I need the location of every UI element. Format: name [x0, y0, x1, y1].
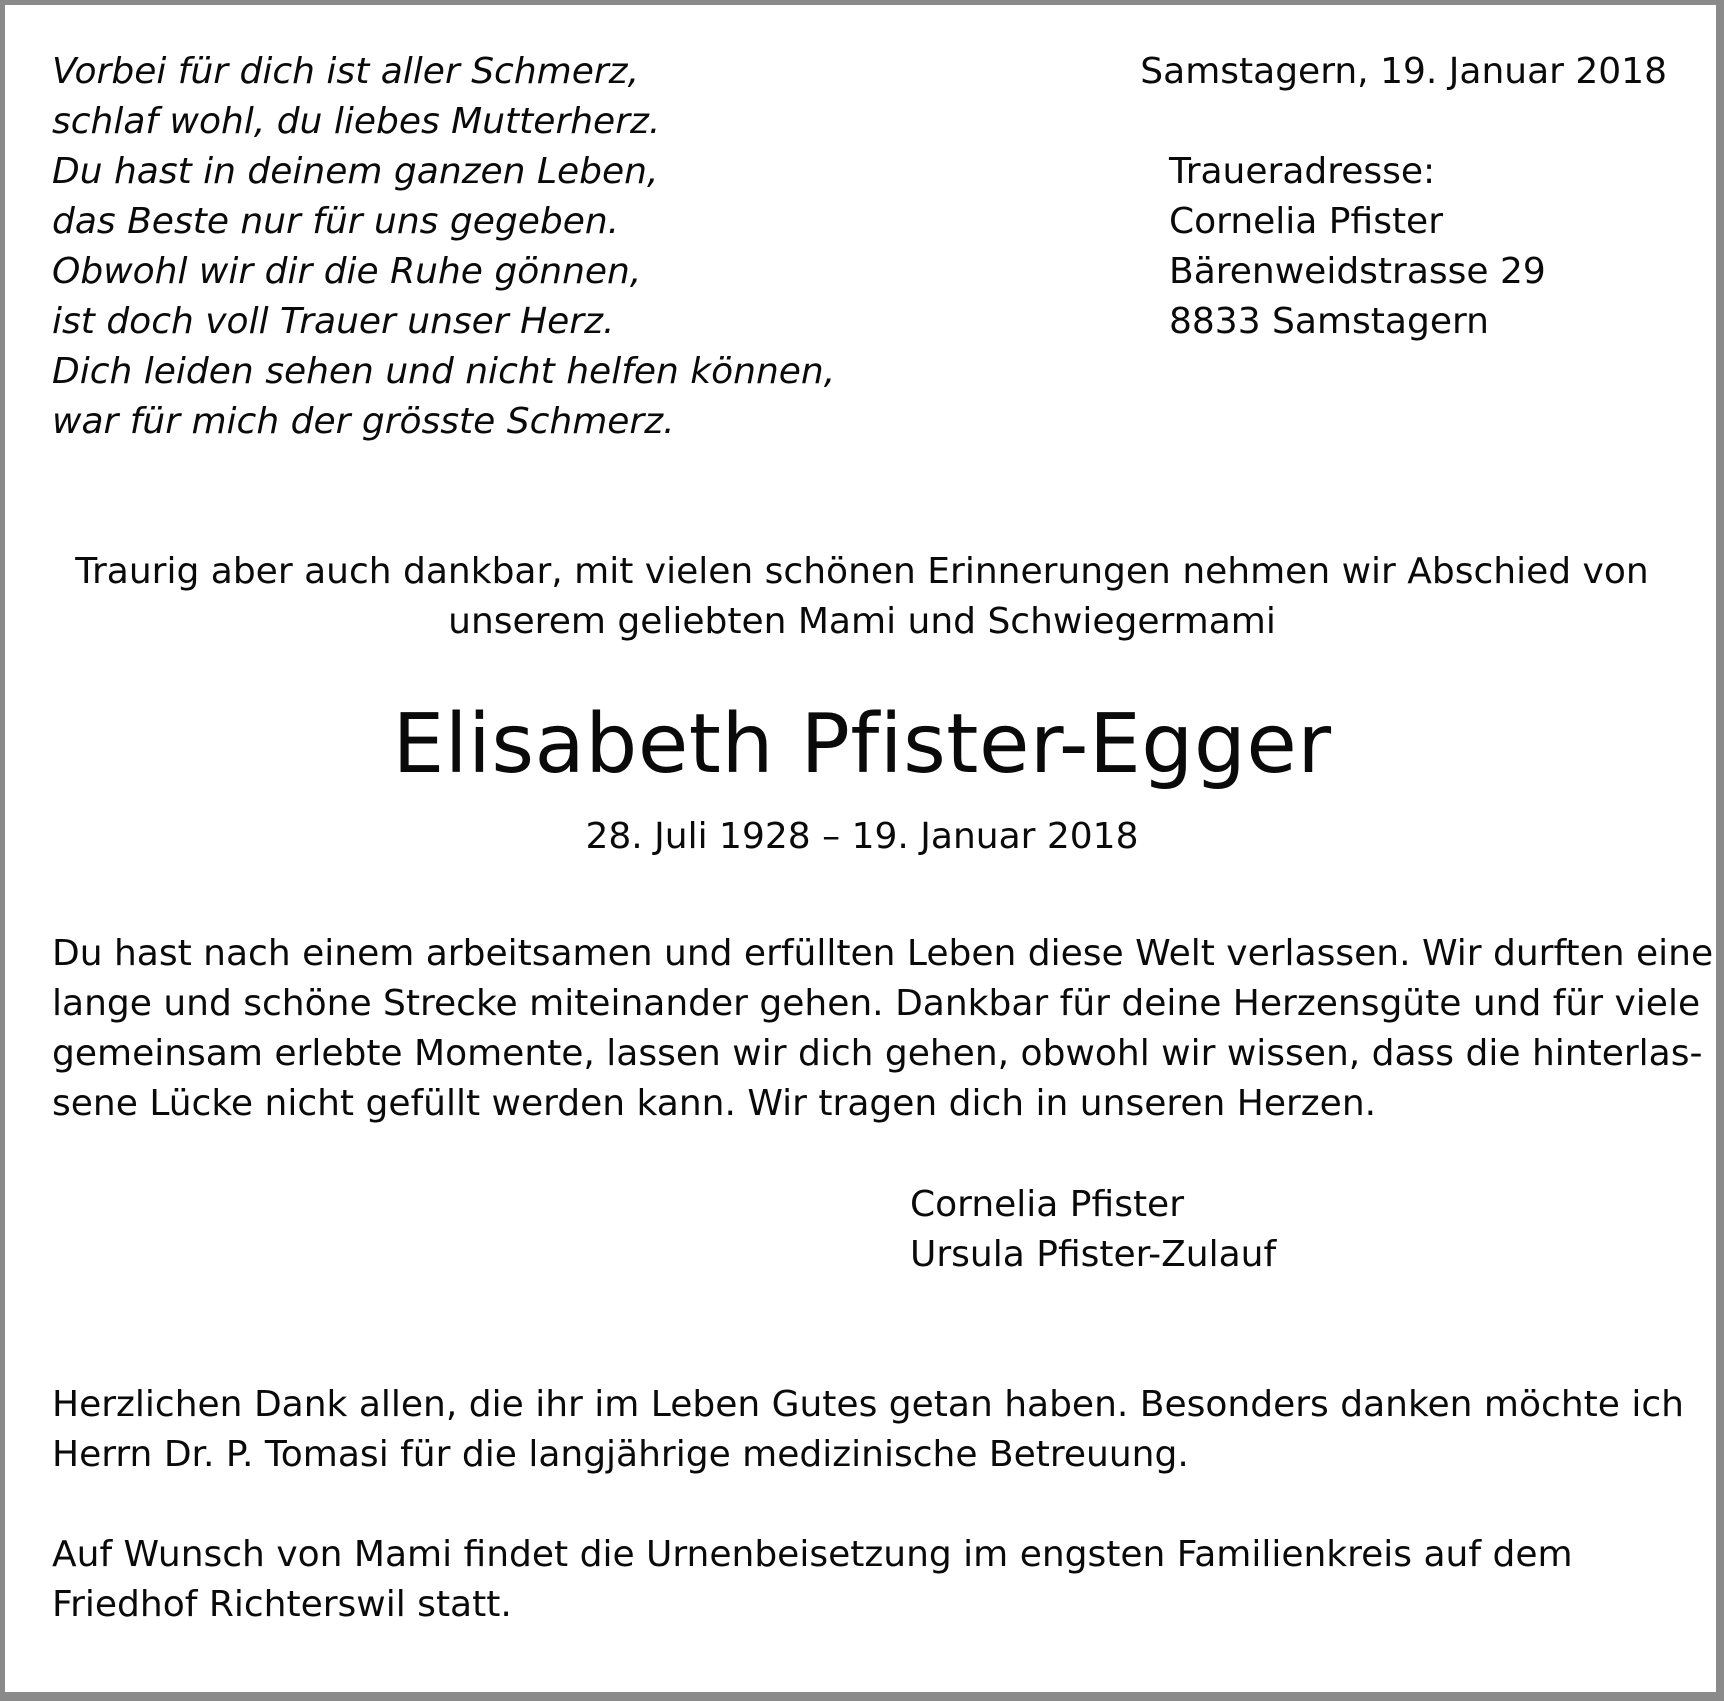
poem-line: das Beste nur für uns gegeben.	[52, 201, 620, 242]
intro-line: Traurig aber auch dankbar, mit vielen schönen Erinnerungen nehmen wir Abschied von	[75, 551, 1649, 592]
signers	[910, 1180, 1276, 1280]
farewell-line: gemeinsam erlebte Momente, lassen wir dich gehen, obwohl wir wissen, dass die hinterlas-	[52, 1033, 1703, 1074]
address-street: Bärenweidstrasse 29	[1169, 251, 1546, 292]
poem-line: war für mich der grösste Schmerz.	[52, 401, 675, 442]
intro-line: unserem geliebten Mami und Schwiegermami	[448, 601, 1276, 642]
poem-line: Dich leiden sehen und nicht helfen können,	[52, 351, 836, 392]
place-date: Samstagern, 19. Januar 2018	[1140, 51, 1667, 92]
address-label: Traueradresse:	[1169, 151, 1436, 192]
poem-line: schlaf wohl, du liebes Mutterherz.	[52, 101, 661, 142]
deceased-name: Elisabeth Pfister-Egger	[392, 697, 1332, 792]
address-name: Cornelia Pfister	[1169, 201, 1444, 242]
burial-line: Auf Wunsch von Mami findet die Urnenbeisetzung im engsten Familienkreis auf dem	[52, 1534, 1573, 1575]
farewell-paragraph	[52, 929, 1713, 1129]
poem-line: Vorbei für dich ist aller Schmerz,	[52, 51, 640, 92]
thanks-paragraph	[52, 1380, 1684, 1480]
farewell-line: lange und schöne Strecke miteinander gehen. Dankbar für deine Herzensgüte und für viele	[52, 983, 1701, 1024]
thanks-line: Herrn Dr. P. Tomasi für die langjährige medizinische Betreuung.	[52, 1434, 1189, 1475]
intro-text	[0, 547, 1724, 647]
poem	[52, 47, 835, 447]
farewell-line: sene Lücke nicht gefüllt werden kann. Wir tragen dich in unseren Herzen.	[52, 1083, 1377, 1124]
mourning-address	[1169, 147, 1546, 347]
farewell-line: Du hast nach einem arbeitsamen und erfüllten Leben diese Welt verlassen. Wir durften eine	[52, 933, 1714, 974]
poem-line: Obwohl wir dir die Ruhe gönnen,	[52, 251, 642, 292]
burial-paragraph	[52, 1530, 1573, 1630]
signer-name: Cornelia Pfister	[910, 1184, 1185, 1225]
thanks-line: Herzlichen Dank allen, die ihr im Leben Gutes getan haben. Besonders danken möchte ich	[52, 1384, 1684, 1425]
signer-name: Ursula Pfister-Zulauf	[910, 1234, 1277, 1275]
burial-line: Friedhof Richterswil statt.	[52, 1584, 512, 1625]
poem-line: Du hast in deinem ganzen Leben,	[52, 151, 659, 192]
poem-line: ist doch voll Trauer unser Herz.	[52, 301, 615, 342]
address-city: 8833 Samstagern	[1169, 301, 1489, 342]
life-dates: 28. Juli 1928 – 19. Januar 2018	[585, 816, 1139, 857]
